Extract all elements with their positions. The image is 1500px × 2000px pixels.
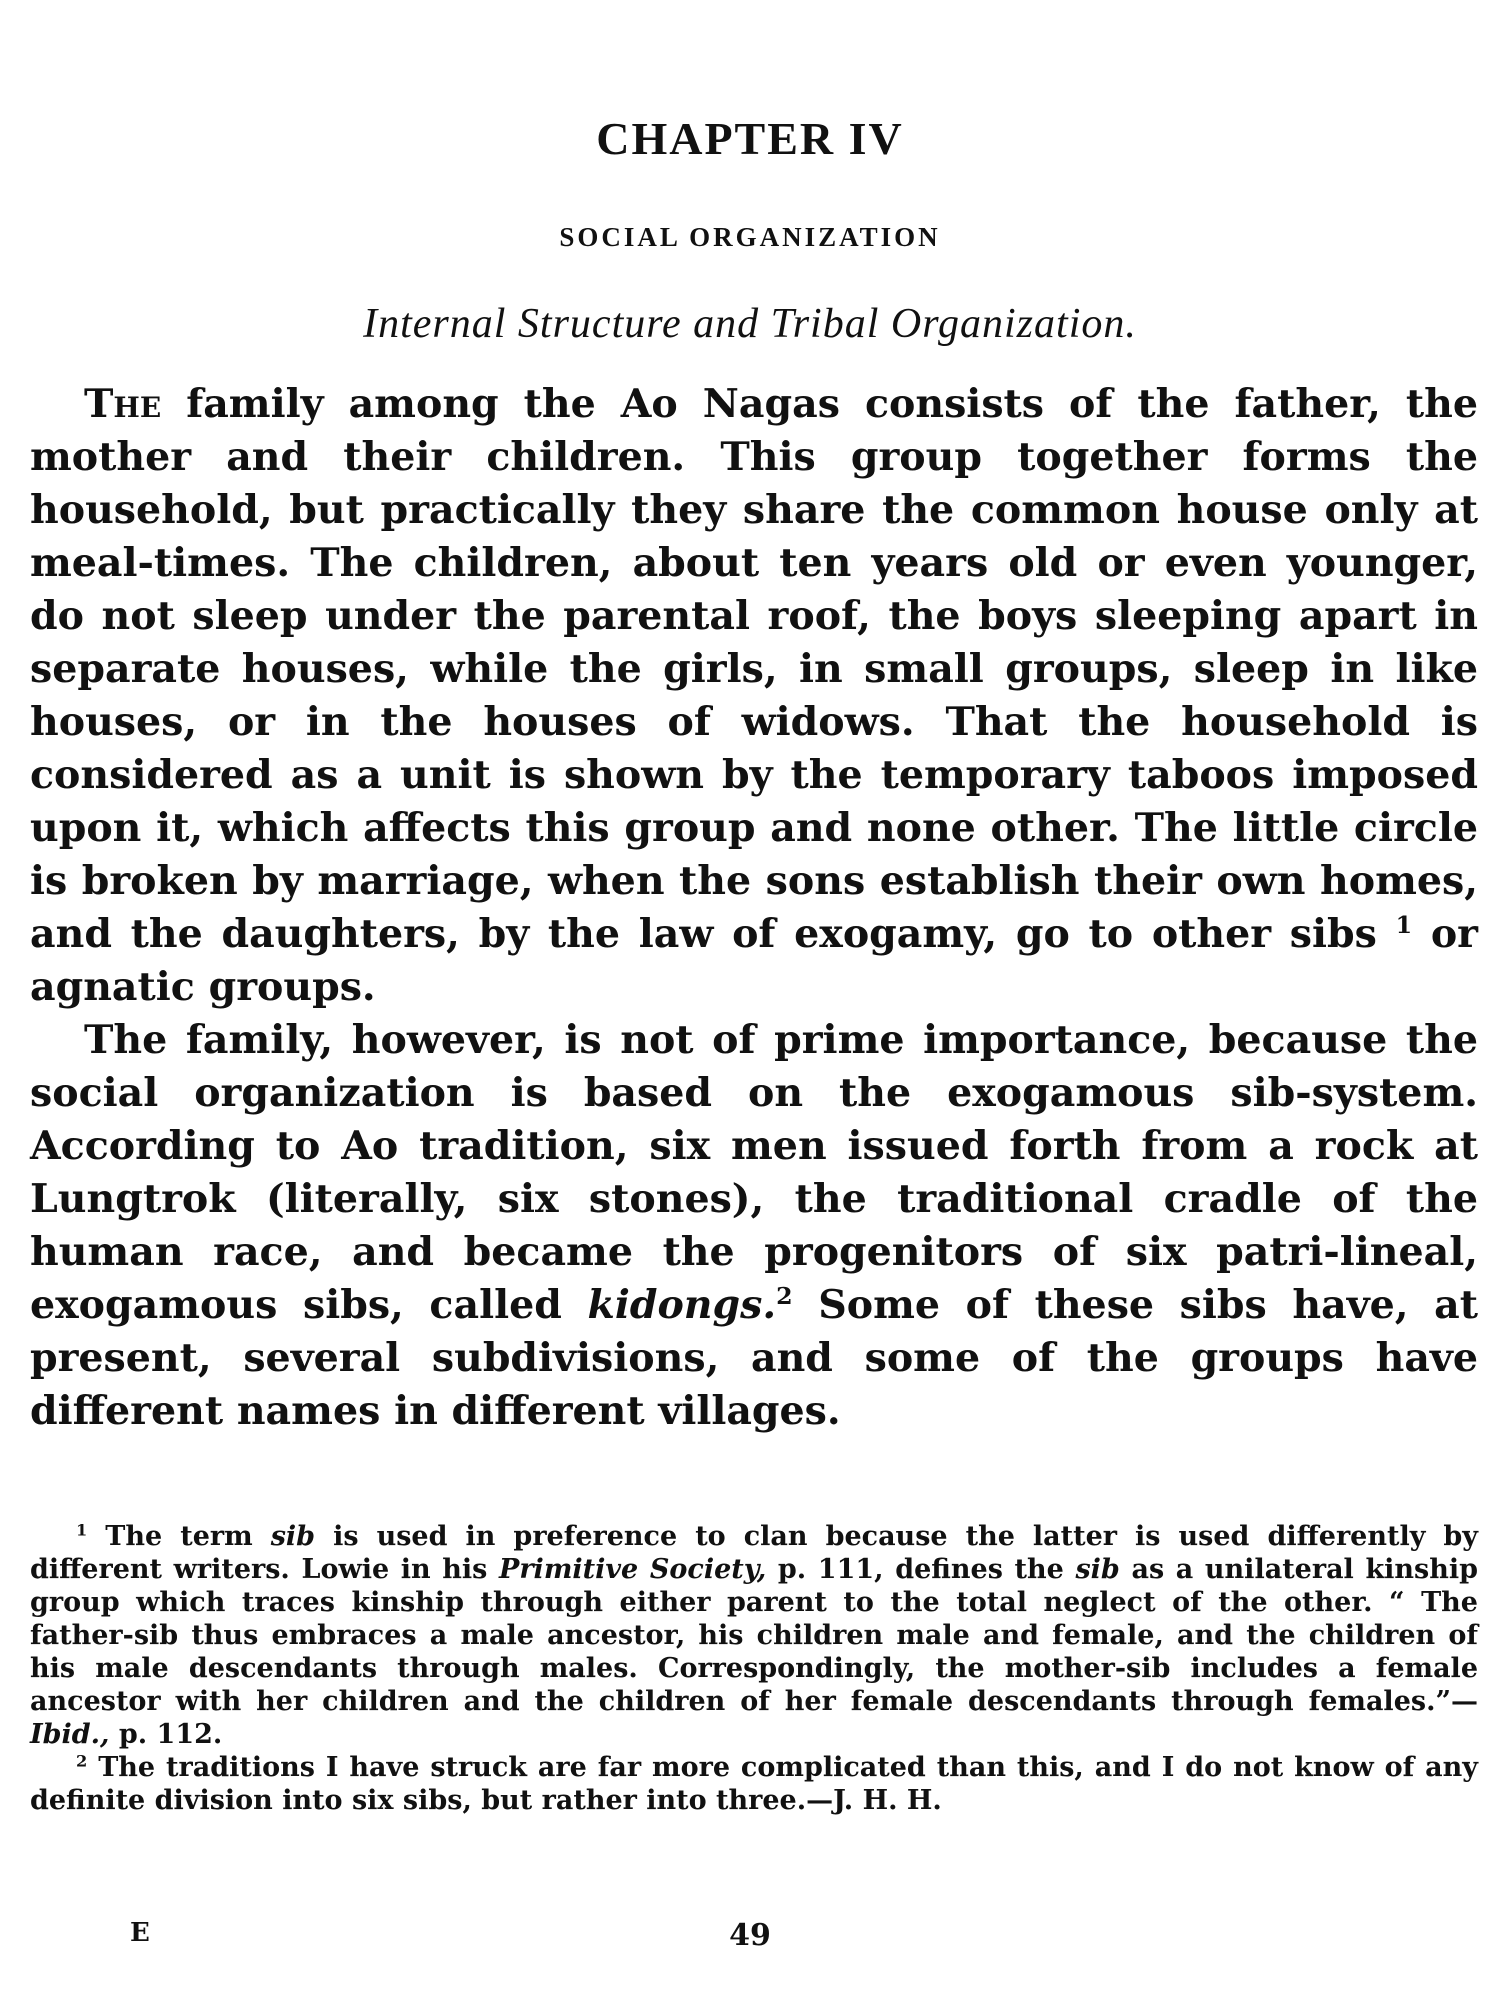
paragraph-1-text-end: or agnatic groups. xyxy=(30,911,1478,1010)
footnote-1-text: p. 112. xyxy=(109,1719,223,1750)
footnotes xyxy=(30,1520,1478,1817)
footnote-2 xyxy=(30,1751,1478,1817)
footnote-1-term: sib xyxy=(1075,1554,1120,1585)
footnote-1-text: as a unilateral kinship group which traces kinship through either parent to the total neglect of the other. “ The father-sib thus embraces a male ancestor, his children male and female, and the children of his male descendants through males. Correspondingly, the mother-sib includes a female ancestor with her children and the children of her female descendants through females.”— xyxy=(30,1554,1479,1717)
paragraph-2 xyxy=(30,1014,1478,1438)
paragraph-2-text: The family, however, is not of prime importance, because the social organization is based on the exogamous sib-system. According to Ao tradition, six men issued forth from a rock at Lungtrok (literally, six stones), the traditional cradle of the human race, and became the progenitors of six patri-lineal, exogamous sibs, called xyxy=(30,1017,1478,1328)
footnote-1 xyxy=(30,1520,1478,1751)
body-text xyxy=(30,378,1478,1438)
footnote-1-mark: 1 xyxy=(76,1520,88,1540)
footnote-1-book-title: Primitive Society, xyxy=(499,1554,767,1585)
footnote-1-text: The term xyxy=(87,1521,271,1552)
chapter-title: CHAPTER IV xyxy=(596,113,904,164)
subsection-title: Internal Structure and Tribal Organization. xyxy=(363,301,1137,347)
paragraph-1-lead: The xyxy=(84,381,162,427)
footnote-1-text: p. 111, defines the xyxy=(766,1554,1076,1585)
signature-mark: E xyxy=(130,1918,150,1948)
footnote-1-text: is used in preference to clan because the latter is used differently by different writers. Lowie in his xyxy=(30,1521,1478,1585)
paragraph-1-text: family among the Ao Nagas consists of the father, the mother and their children. This group together forms the household, but practically they share the common house only at meal-times. The children, about ten years old or even younger, do not sleep under the parental roof, the boys sleeping apart in separate houses, while the girls, in small groups, sleep in like houses, or in the houses of widows. That the household is considered as a unit is shown by the temporary taboos imposed upon it, which affects this group and none other. The little circle is broken by marriage, when the sons establish their own homes, and the daughters, by the law of exogamy, go to other sibs xyxy=(30,381,1478,957)
footnote-2-text: The traditions I have struck are far more complicated than this, and I do not know of any definite division into six sibs, but rather into three.—J. H. H. xyxy=(30,1752,1478,1816)
page-number: 49 xyxy=(729,1918,771,1953)
footnote-1-ibid: Ibid., xyxy=(30,1719,110,1750)
section-title: SOCIAL ORGANIZATION xyxy=(559,222,941,252)
term-kidongs: kidongs. xyxy=(587,1282,777,1328)
footnote-ref-1: 1 xyxy=(1395,910,1413,939)
footnote-1-term: sib xyxy=(270,1521,316,1552)
footnote-2-mark: 2 xyxy=(76,1751,88,1771)
footnote-ref-2: 2 xyxy=(776,1281,793,1310)
paragraph-1 xyxy=(30,378,1478,1014)
paragraph-2-text-end: Some of these sibs have, at present, several subdivisions, and some of the groups have different names in different villages. xyxy=(30,1282,1478,1434)
page-footer xyxy=(0,1918,1500,1958)
